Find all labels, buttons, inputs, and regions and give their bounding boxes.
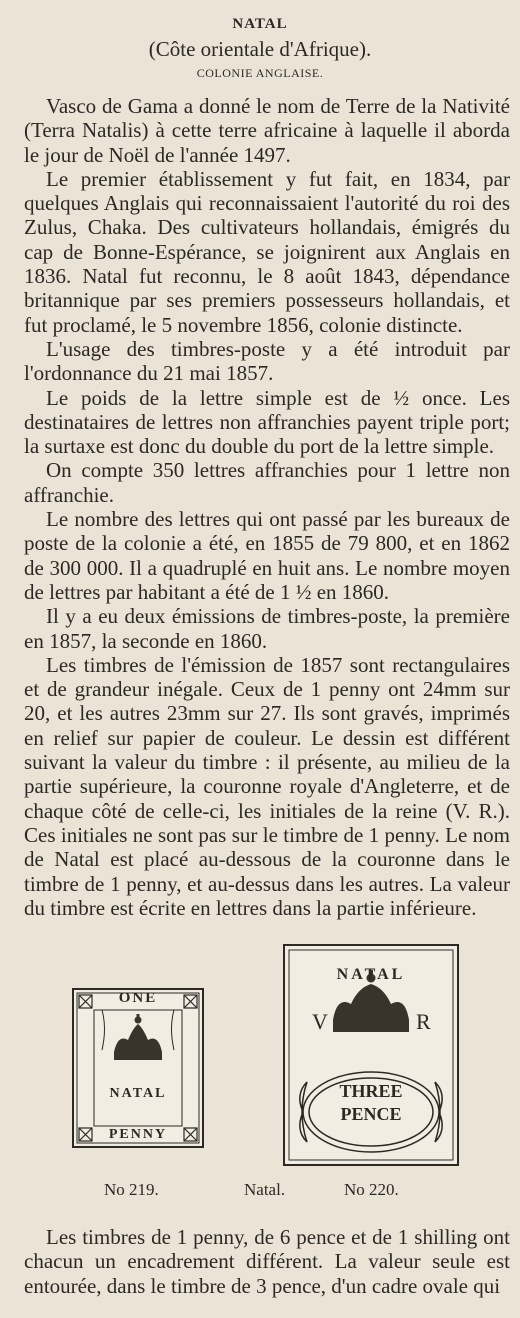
paragraph: Le premier établissement y fut fait, en 1834, par quelques Anglais qui reconnaissaient l'autorité du roi des Zulus, Chaka. Des cultivateurs hollandais, émigrés du cap de Bonne-Espérance, se joignirent aux Anglais en 1836. Natal fut reconnu, le 8 août 1843, dépendance britannique par ses premiers possesseurs hollandais, et fut proclamé, le 5 novembre 1856, colonie distincte. bbox=[24, 166, 510, 337]
colony-label: COLONIE ANGLAISE. bbox=[196, 66, 324, 80]
stamp2-top-label: NATAL bbox=[336, 966, 406, 983]
caption-center: Natal. bbox=[244, 1180, 286, 1199]
paragraph: Les timbres de l'émission de 1857 sont rectangulaires et de grandeur inégale. Ceux de 1 penny ont 24mm sur 20, et les autres 23mm sur 27. Ils sont gravés, imprimés en relief sur papier de couleur. Le dessin est différent suivant la valeur du timbre : il présente, au milieu de la partie supérieure, la couronne royale d'Angleterre, et de chaque côté de celle-ci, les initiales de la reine (V. R.). Ces initiales ne sont pas sur le timbre de 1 penny. Le nom de Natal est placé au-dessous de la couronne dans le timbre de 1 penny, et au-dessus dans les autres. La valeur du timbre est écrite en lettres dans la partie inférieure. bbox=[24, 652, 510, 920]
stamp1-middle-label: NATAL bbox=[109, 1086, 167, 1101]
stamp2-value-line1: THREE bbox=[339, 1081, 403, 1101]
stamp1-bottom-label: PENNY bbox=[108, 1127, 168, 1142]
paragraph: L'usage des timbres-poste y a été introduit par l'ordonnance du 21 mai 1857. bbox=[24, 336, 510, 386]
stamp1-top-label: ONE bbox=[118, 990, 158, 1006]
paragraph: Vasco de Gama a donné le nom de Terre de la Nativité (Terra Natalis) à cette terre africaine à laquelle il aborda le jour de Noël de l'année 1497. bbox=[24, 94, 510, 167]
paragraph: Les timbres de 1 penny, de 6 pence et de 1 shilling ont chacun un encadrement différent. La valeur seule est entourée, dans le timbre de 3 pence, d'un cadre ovale qui bbox=[24, 1225, 510, 1298]
caption-left: No 219. bbox=[104, 1180, 159, 1199]
paragraph: Le poids de la lettre simple est de ½ once. Les destinataires de lettres non affranchies payent triple port; la surtaxe est donc du double du port de la lettre simple. bbox=[24, 385, 510, 459]
paragraph: On compte 350 lettres affranchies pour 1 lettre non affranchie. bbox=[24, 458, 510, 507]
page-title: NATAL bbox=[232, 16, 288, 32]
stamp2-left-initial: V bbox=[312, 1009, 328, 1034]
stamp2-right-initial: R bbox=[416, 1009, 431, 1034]
main-text bbox=[24, 94, 510, 920]
stamp2-value-line2: PENCE bbox=[340, 1104, 402, 1124]
paragraph: Il y a eu deux émissions de timbres-poste, la première en 1857, la seconde en 1860. bbox=[24, 604, 510, 653]
closing-text bbox=[24, 1225, 510, 1298]
paragraph: Le nombre des lettres qui ont passé par les bureaux de poste de la colonie a été, en 1855 de 79 800, et en 1862 de 300 000. Il a quadruplé en huit ans. Le nombre moyen de lettres par habitant a été de 1 ½ en 1860. bbox=[24, 507, 510, 604]
caption-right: No 220. bbox=[344, 1180, 399, 1199]
stamp-one-penny-illustration bbox=[72, 988, 204, 1148]
page-subtitle: (Côte orientale d'Afrique). bbox=[148, 37, 372, 61]
